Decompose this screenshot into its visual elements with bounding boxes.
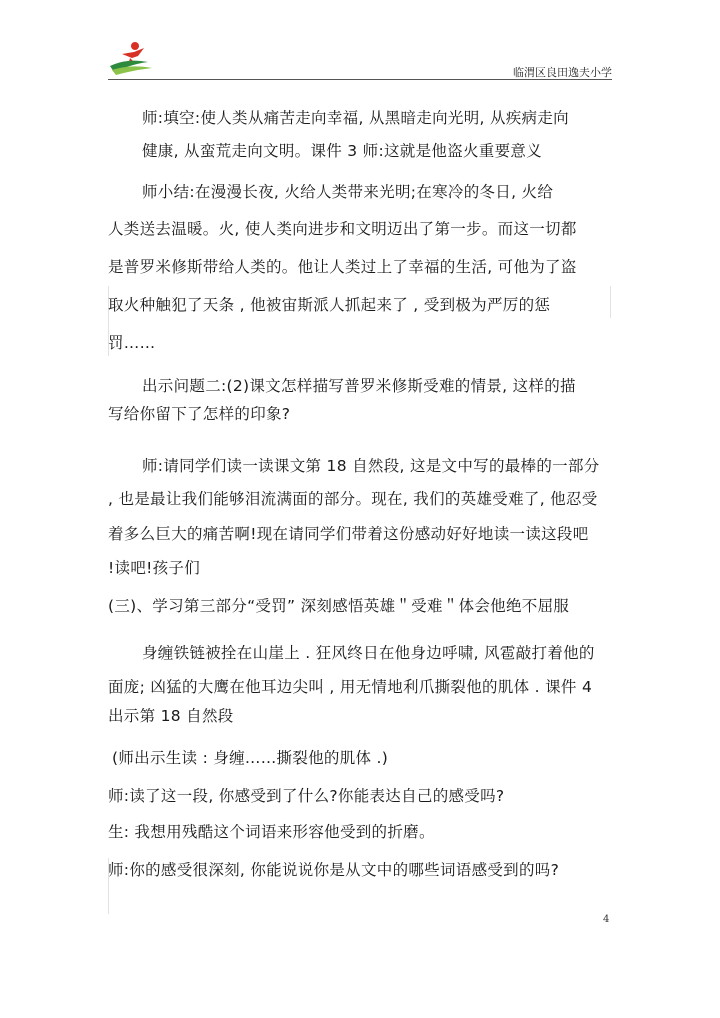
text-line: 着多么巨大的痛苦啊!现在请同学们带着这份感动好好地读一读这段吧 [108,525,589,543]
text-line: 师:你的感受很深刻, 你能说说你是从文中的哪些词语感受到的吗? [108,861,560,879]
section-heading: (三)、学习第三部分“受罚” 深刻感悟英雄＂受难＂体会他绝不屈服 [108,597,570,615]
text-line: 取火种触犯了天条 , 他被宙斯派人抓起来了 , 受到极为严厉的惩 [108,296,551,314]
text-line: , 也是最让我们能够泪流满面的部分。现在, 我们的英雄受难了, 他忍受 [108,490,598,508]
text-line: 人类送去温暖。火, 使人类向进步和文明迈出了第一步。而这一切都 [108,220,577,238]
text-line: 师:请同学们读一读课文第 18 自然段, 这是文中写的最棒的一部分 [142,457,600,475]
text-line: !读吧!孩子们 [108,559,201,577]
header-divider [108,79,612,80]
text-line: 是普罗米修斯带给人类的。他让人类过上了幸福的生活, 可他为了盗 [108,258,577,276]
text-line: (师出示生读 : 身缠……撕裂他的肌体 .) [112,749,389,767]
text-line: 罚…… [108,334,156,352]
school-logo-icon [108,40,154,76]
text-line: 生: 我想用残酷这个词语来形容他受到的折磨。 [108,823,435,841]
page-number: 4 [603,914,610,925]
school-name: 临渭区良田逸夫小学 [513,66,612,79]
text-line: 写给你留下了怎样的印象? [108,405,291,423]
frame-right [610,286,611,318]
question-heading: 出示问题二:(2)课文怎样描写普罗米修斯受难的情景, 这样的描 [142,377,576,395]
text-line: 面庞; 凶猛的大鹰在他耳边尖叫 , 用无情地利爪撕裂他的肌体 . 课件 4 [108,678,593,696]
text-line: 出示第 18 自然段 [108,707,234,725]
text-line: 健康, 从蛮荒走向文明。课件 3 师:这就是他盗火重要意义 [142,142,542,160]
text-line: 身缠铁链被拴在山崖上 . 狂风终日在他身边呼啸, 风雹敲打着他的 [142,644,595,662]
text-line: 师:读了这一段, 你感受到了什么?你能表达自己的感受吗? [108,787,505,805]
text-line: 师:填空:使人类从痛苦走向幸福, 从黑暗走向光明, 从疾病走向 [142,109,569,127]
text-line: 师小结:在漫漫长夜, 火给人类带来光明;在寒冷的冬日, 火给 [142,183,554,201]
